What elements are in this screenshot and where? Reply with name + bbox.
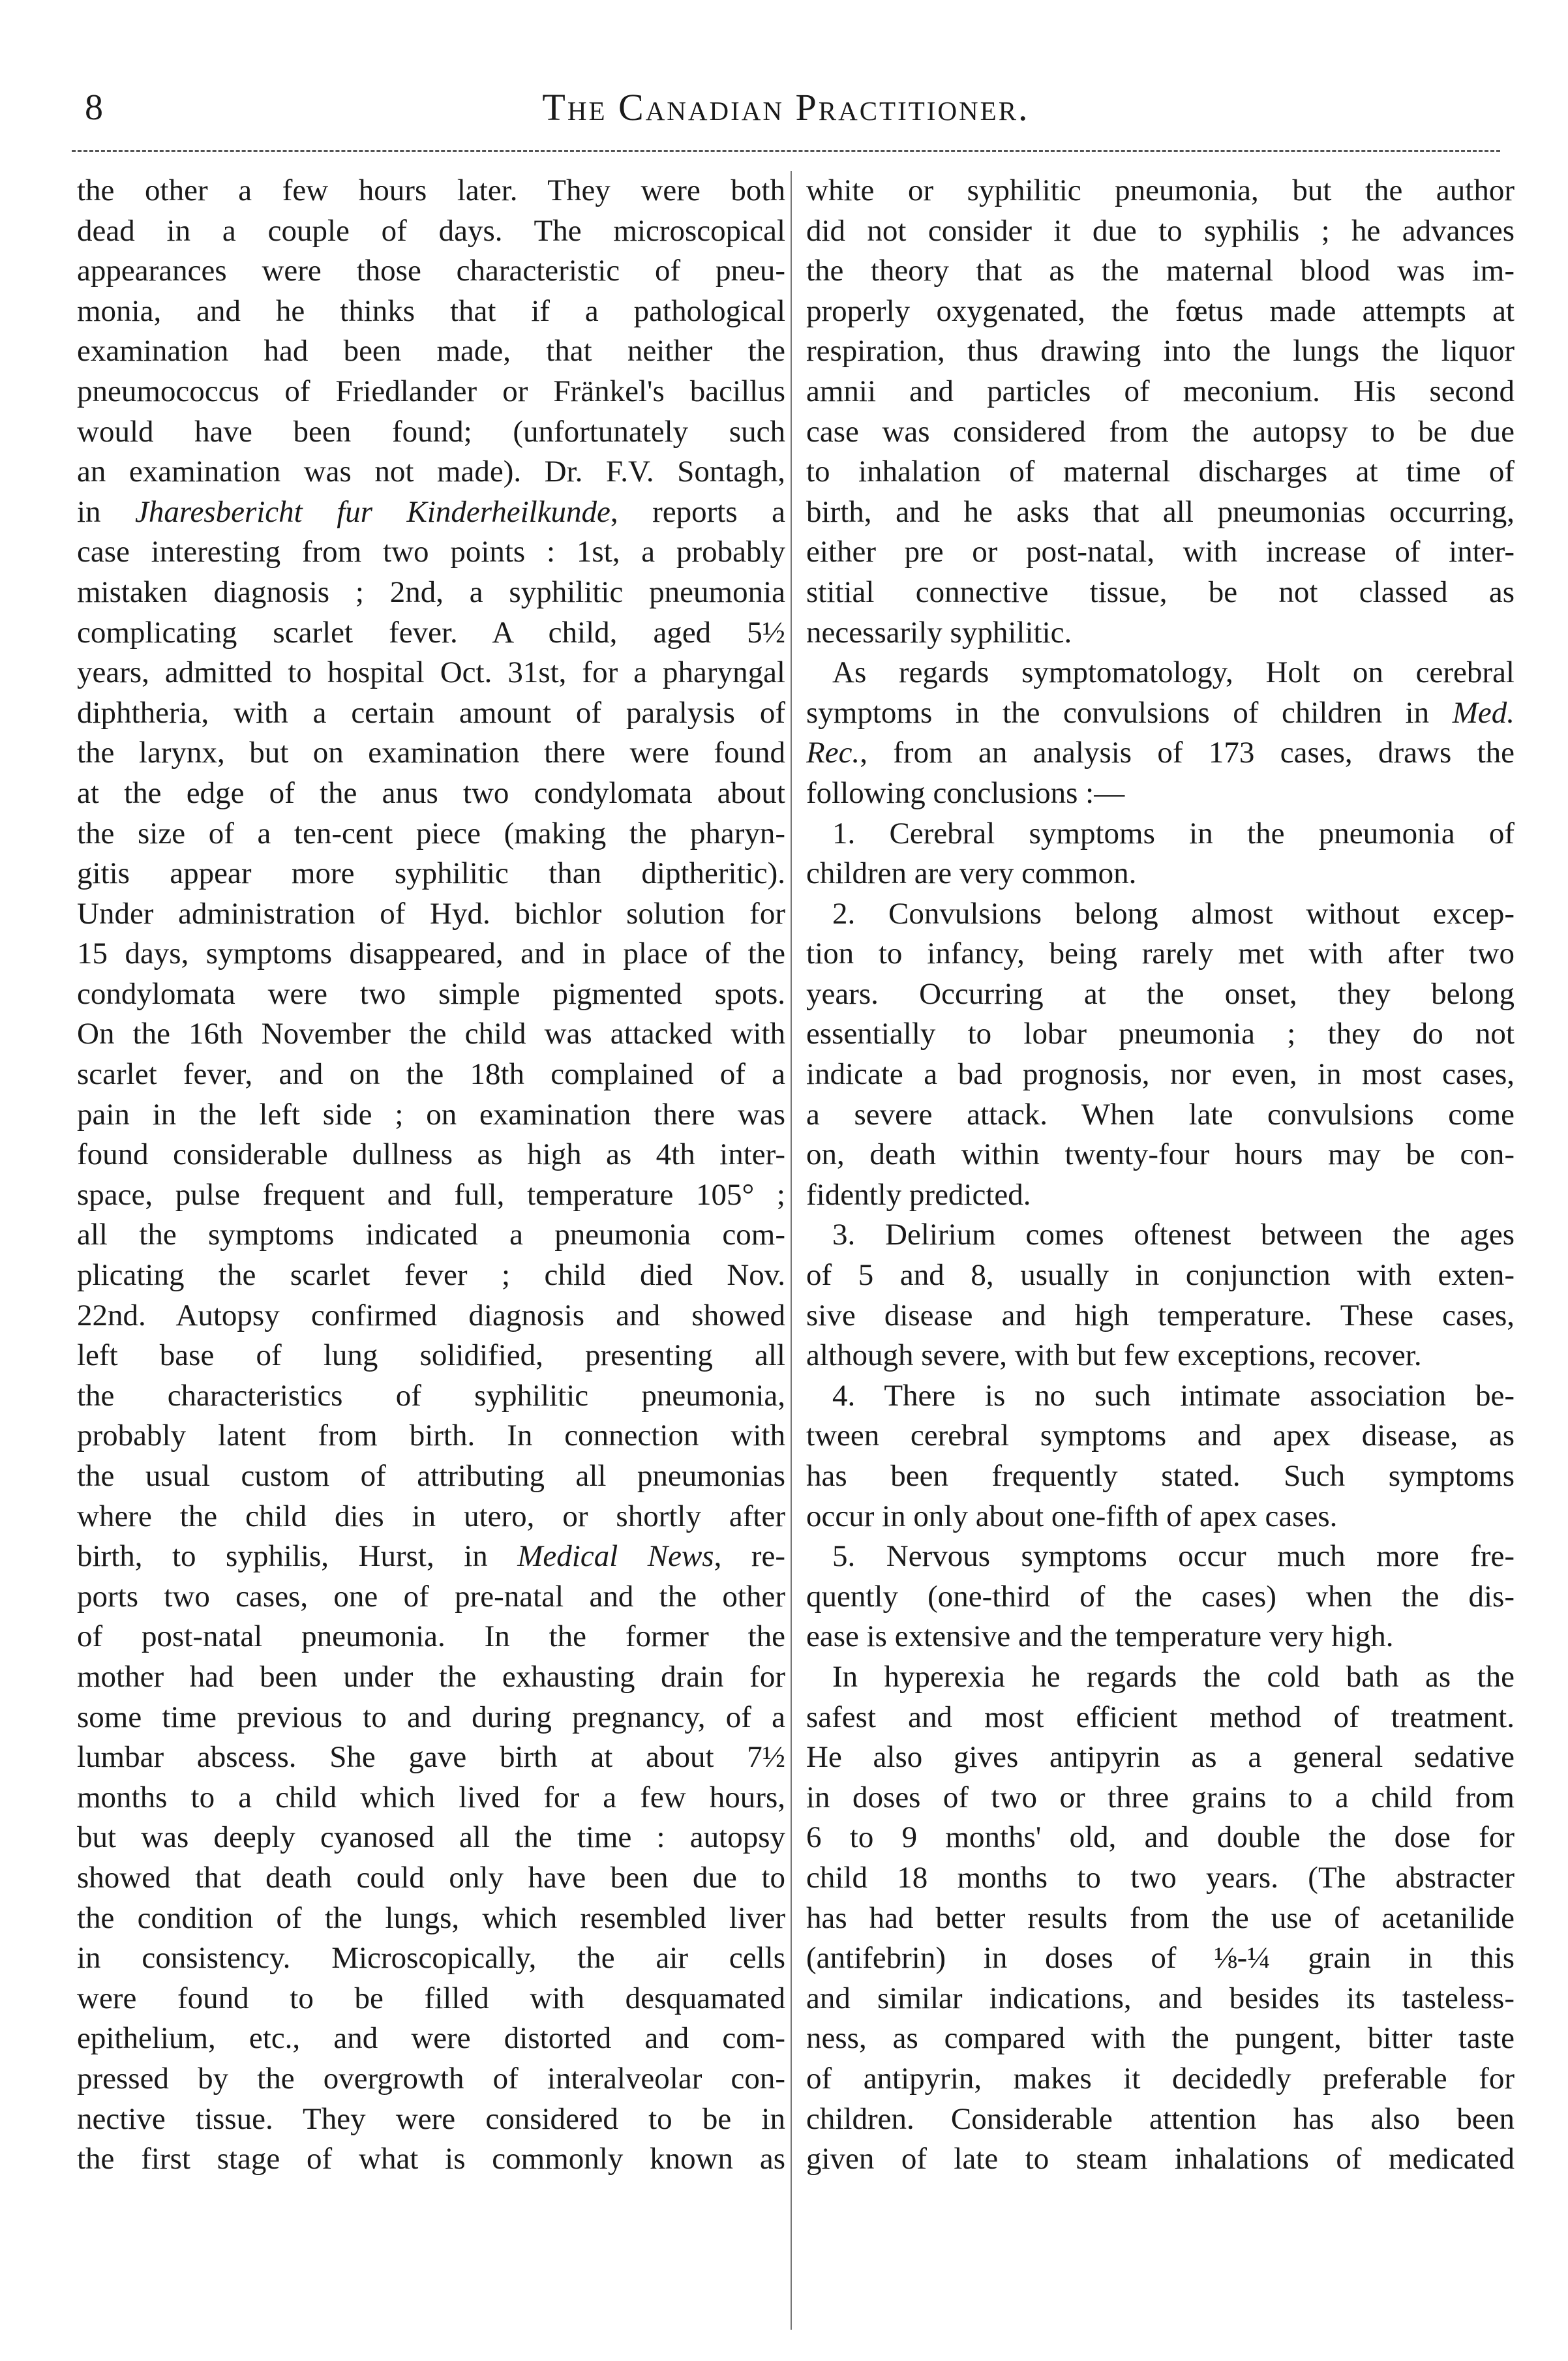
- text-line: [77, 1577, 785, 1617]
- line-text: plicating the scarlet fever ; child died Nov.: [77, 1258, 785, 1293]
- line-text: the condition of the lungs, which resembled liver: [77, 1901, 785, 1935]
- line-text: the theory that as the maternal blood was im-: [806, 254, 1515, 288]
- italic-title: Medical News: [517, 1539, 714, 1574]
- text-line: [77, 372, 785, 412]
- text-line: [77, 1657, 785, 1698]
- italic-title: Jharesbericht fur Kinderheilkunde: [135, 494, 611, 529]
- text-line: [806, 211, 1515, 252]
- text-line: [806, 331, 1515, 372]
- text-line: [77, 1497, 785, 1537]
- line-text: examination had been made, that neither the: [77, 334, 785, 368]
- text-line: [77, 1336, 785, 1376]
- line-text: On the 16th November the child was attacked with: [77, 1017, 785, 1051]
- running-head: [72, 78, 1500, 137]
- text-line: [77, 774, 785, 814]
- line-text: , from an analysis of 173 cases, draws the: [860, 736, 1515, 770]
- text-line: [77, 2139, 785, 2180]
- line-text: in: [77, 494, 136, 529]
- text-line: [806, 693, 1515, 734]
- text-line: [77, 1938, 785, 1979]
- text-line: [806, 292, 1515, 332]
- text-line: [806, 532, 1515, 573]
- text-line: [77, 1014, 785, 1055]
- text-line: [77, 1135, 785, 1175]
- text-line: [77, 1537, 785, 1577]
- text-line: [77, 974, 785, 1015]
- page-number: 8: [85, 87, 103, 128]
- text-line: [77, 2099, 785, 2140]
- text-line: [77, 492, 785, 533]
- text-line: [806, 492, 1515, 533]
- line-text: found considerable dullness as high as 4th inter-: [77, 1137, 785, 1172]
- line-text: case interesting from two points : 1st, a probably: [77, 535, 785, 569]
- text-line: [77, 1698, 785, 1738]
- line-text: pressed by the overgrowth of interalveolar con-: [77, 2061, 785, 2096]
- text-line: [806, 1055, 1515, 1095]
- text-line: [806, 1858, 1515, 1899]
- line-text: , re-: [714, 1539, 785, 1574]
- right-column: [806, 171, 1515, 2180]
- text-line: [806, 1778, 1515, 1818]
- line-text: amnii and particles of meconium. His second: [806, 374, 1515, 408]
- line-text: the size of a ten-cent piece (making the pharyn-: [77, 816, 785, 850]
- line-text: As regards symptomatology, Holt on cerebral: [832, 655, 1515, 690]
- text-line: [806, 1617, 1515, 1657]
- text-line: [806, 171, 1515, 211]
- line-text: of antipyrin, makes it decidedly preferable for: [806, 2061, 1515, 2096]
- left-column: [77, 171, 785, 2180]
- text-line: [806, 1497, 1515, 1537]
- text-line: [806, 2139, 1515, 2180]
- text-line: [806, 1657, 1515, 1698]
- text-line: [77, 934, 785, 974]
- line-text: lumbar abscess. She gave birth at about 7½: [77, 1740, 785, 1775]
- text-line: [806, 1095, 1515, 1135]
- text-line: [806, 1899, 1515, 1939]
- text-line: [77, 814, 785, 854]
- text-line: [806, 934, 1515, 974]
- text-line: [77, 1899, 785, 1939]
- text-line: [806, 854, 1515, 894]
- text-line: [77, 1456, 785, 1497]
- text-line: [806, 1296, 1515, 1336]
- line-text: the usual custom of attributing all pneumonias: [77, 1459, 785, 1493]
- line-text: in doses of two or three grains to a child from: [806, 1780, 1515, 1814]
- text-line: [806, 733, 1515, 774]
- text-line: [77, 1215, 785, 1256]
- text-line: [77, 854, 785, 894]
- line-text: stitial connective tissue, be not classed as: [806, 575, 1515, 609]
- line-text: at the edge of the anus two condylomata about: [77, 775, 785, 810]
- line-text: gitis appear more syphilitic than diptheritic).: [77, 856, 785, 891]
- line-text: pain in the left side ; on examination there was: [77, 1097, 785, 1132]
- line-text: properly oxygenated, the fœtus made attempts at: [806, 293, 1515, 328]
- text-line: [77, 532, 785, 573]
- line-text: left base of lung solidified, presenting all: [77, 1338, 785, 1373]
- text-line: [806, 814, 1515, 854]
- line-text: the first stage of what is commonly known as: [77, 2142, 785, 2176]
- line-text: on, death within twenty-four hours may be con-: [806, 1137, 1515, 1172]
- line-text: ness, as compared with the pungent, bitter taste: [806, 2021, 1515, 2056]
- text-line: [806, 1416, 1515, 1456]
- line-text: white or syphilitic pneumonia, but the author: [806, 173, 1515, 207]
- text-line: [806, 1256, 1515, 1296]
- text-line: [806, 1135, 1515, 1175]
- line-text: condylomata were two simple pigmented spots.: [77, 976, 785, 1011]
- line-text: nective tissue. They were considered to be in: [77, 2101, 785, 2136]
- line-text: of 5 and 8, usually in conjunction with exten-: [806, 1258, 1515, 1293]
- line-text: pneumococcus of Friedlander or Fränkel's bacillus: [77, 374, 785, 408]
- text-line: [77, 292, 785, 332]
- line-text: to inhalation of maternal discharges at time of: [806, 455, 1515, 489]
- line-text: appearances were those characteristic of pneu-: [77, 254, 785, 288]
- line-text: In hyperexia he regards the cold bath as the: [832, 1659, 1515, 1694]
- line-text: quently (one-third of the cases) when the dis-: [806, 1579, 1515, 1614]
- line-text: children. Considerable attention has also been: [806, 2101, 1515, 2136]
- text-line: [77, 1296, 785, 1336]
- line-text: monia, and he thinks that if a pathological: [77, 293, 785, 328]
- line-text: sive disease and high temperature. These cases,: [806, 1298, 1515, 1332]
- text-line: [77, 2019, 785, 2059]
- line-text: all the symptoms indicated a pneumonia com-: [77, 1218, 785, 1252]
- text-line: [806, 1376, 1515, 1417]
- text-line: [806, 1456, 1515, 1497]
- line-text: were found to be filled with desquamated: [77, 1981, 785, 2015]
- text-line: [77, 1416, 785, 1456]
- line-text: birth, to syphilis, Hurst, in: [77, 1539, 518, 1574]
- line-text: symptoms in the convulsions of children in: [806, 695, 1453, 730]
- text-line: [806, 974, 1515, 1015]
- line-text: space, pulse frequent and full, temperature 105° ;: [77, 1177, 785, 1212]
- text-line: [77, 693, 785, 734]
- line-text: did not consider it due to syphilis ; he advances: [806, 213, 1515, 248]
- text-line: [77, 1737, 785, 1778]
- text-line: [77, 251, 785, 292]
- text-line: [77, 894, 785, 935]
- line-text: either pre or post-natal, with increase of inter-: [806, 535, 1515, 569]
- line-text: essentially to lobar pneumonia ; they do not: [806, 1017, 1515, 1051]
- line-text: 15 days, symptoms disappeared, and in place of the: [77, 937, 785, 971]
- line-text: Under administration of Hyd. bichlor solution for: [77, 896, 785, 931]
- line-text: the other a few hours later. They were both: [77, 173, 785, 207]
- line-text: 3. Delirium comes oftenest between the ages: [832, 1218, 1515, 1252]
- line-text: the characteristics of syphilitic pneumonia,: [77, 1378, 785, 1413]
- text-line: [77, 171, 785, 211]
- text-line: [806, 2099, 1515, 2140]
- line-text: birth, and he asks that all pneumonias occurring,: [806, 494, 1515, 529]
- line-text: diphtheria, with a certain amount of paralysis of: [77, 695, 785, 730]
- text-line: [806, 1336, 1515, 1376]
- text-line: [806, 573, 1515, 613]
- line-text: 4. There is no such intimate association be-: [832, 1378, 1515, 1413]
- text-line: [806, 613, 1515, 654]
- text-line: [806, 412, 1515, 453]
- text-line: [77, 331, 785, 372]
- line-text: scarlet fever, and on the 18th complained of a: [77, 1057, 785, 1092]
- text-line: [806, 1938, 1515, 1979]
- text-line: [77, 653, 785, 693]
- line-text: safest and most efficient method of treatment.: [806, 1700, 1515, 1734]
- text-line: [77, 412, 785, 453]
- line-text: 6 to 9 months' old, and double the dose for: [806, 1820, 1515, 1855]
- header-rule: [72, 150, 1500, 152]
- text-line: [77, 1055, 785, 1095]
- line-text: years, admitted to hospital Oct. 31st, for a pharyngal: [77, 655, 785, 690]
- line-text: 1. Cerebral symptoms in the pneumonia of: [832, 816, 1515, 850]
- line-text: 2. Convulsions belong almost without excep-: [832, 896, 1515, 931]
- text-line: [806, 894, 1515, 935]
- text-line: [806, 774, 1515, 814]
- line-text: occur in only about one-fifth of apex cases.: [806, 1499, 1338, 1533]
- line-text: a severe attack. When late convulsions come: [806, 1097, 1515, 1132]
- journal-title: The Canadian Practitioner.: [542, 86, 1030, 128]
- text-line: [77, 1858, 785, 1899]
- text-line: [806, 1175, 1515, 1216]
- line-text: has had better results from the use of acetanilide: [806, 1901, 1515, 1935]
- line-text: complicating scarlet fever. A child, aged 5½: [77, 615, 785, 650]
- text-line: [806, 1537, 1515, 1577]
- line-text: some time previous to and during pregnancy, of a: [77, 1700, 785, 1734]
- line-text: (antifebrin) in doses of ⅛-¼ grain in this: [806, 1941, 1515, 1976]
- text-line: [806, 452, 1515, 492]
- line-text: indicate a bad prognosis, nor even, in most cases,: [806, 1057, 1515, 1092]
- text-line: [806, 1577, 1515, 1617]
- line-text: would have been found; (unfortunately such: [77, 414, 785, 449]
- line-text: ports two cases, one of pre-natal and the other: [77, 1579, 785, 1614]
- line-text: ease is extensive and the temperature very high.: [806, 1619, 1394, 1654]
- line-text: has been frequently stated. Such symptoms: [806, 1459, 1515, 1493]
- line-text: He also gives antipyrin as a general sedative: [806, 1740, 1515, 1775]
- line-text: the larynx, but on examination there were found: [77, 736, 785, 770]
- text-line: [806, 2059, 1515, 2099]
- line-text: following conclusions :—: [806, 775, 1125, 810]
- text-line: [77, 1778, 785, 1818]
- text-line: [77, 1256, 785, 1296]
- italic-title: Med.: [1452, 695, 1515, 730]
- line-text: mistaken diagnosis ; 2nd, a syphilitic pneumonia: [77, 575, 785, 609]
- line-text: fidently predicted.: [806, 1177, 1031, 1212]
- text-line: [77, 1095, 785, 1135]
- text-line: [806, 1215, 1515, 1256]
- line-text: of post-natal pneumonia. In the former the: [77, 1619, 785, 1654]
- text-line: [77, 2059, 785, 2099]
- line-text: tween cerebral symptoms and apex disease, as: [806, 1419, 1515, 1453]
- text-line: [77, 1175, 785, 1216]
- text-line: [77, 1376, 785, 1417]
- line-text: children are very common.: [806, 856, 1137, 891]
- text-line: [806, 251, 1515, 292]
- line-text: necessarily syphilitic.: [806, 615, 1072, 650]
- text-line: [77, 1979, 785, 2019]
- text-line: [77, 733, 785, 774]
- text-line: [77, 1818, 785, 1858]
- text-line: [806, 653, 1515, 693]
- text-line: [77, 211, 785, 252]
- line-text: and similar indications, and besides its tasteless-: [806, 1981, 1515, 2015]
- line-text: given of late to steam inhalations of medicated: [806, 2142, 1515, 2176]
- line-text: months to a child which lived for a few hours,: [77, 1780, 785, 1814]
- text-line: [806, 1698, 1515, 1738]
- line-text: in consistency. Microscopically, the air cells: [77, 1941, 785, 1976]
- line-text: 22nd. Autopsy confirmed diagnosis and showed: [77, 1298, 785, 1332]
- line-text: but was deeply cyanosed all the time : autopsy: [77, 1820, 785, 1855]
- line-text: 5. Nervous symptoms occur much more fre-: [832, 1539, 1515, 1574]
- text-line: [77, 452, 785, 492]
- line-text: mother had been under the exhausting drain for: [77, 1659, 785, 1694]
- line-text: where the child dies in utero, or shortly after: [77, 1499, 785, 1533]
- text-line: [806, 1737, 1515, 1778]
- line-text: dead in a couple of days. The microscopical: [77, 213, 785, 248]
- line-text: tion to infancy, being rarely met with after two: [806, 937, 1515, 971]
- line-text: case was considered from the autopsy to be due: [806, 414, 1515, 449]
- text-line: [77, 1617, 785, 1657]
- text-line: [806, 372, 1515, 412]
- text-line: [77, 573, 785, 613]
- text-line: [806, 2019, 1515, 2059]
- text-line: [806, 1014, 1515, 1055]
- column-divider: [791, 171, 792, 2330]
- line-text: an examination was not made). Dr. F.V. Sontagh,: [77, 455, 785, 489]
- text-line: [77, 613, 785, 654]
- italic-title: Rec.: [806, 736, 860, 770]
- text-line: [806, 1818, 1515, 1858]
- line-text: although severe, with but few exceptions, recover.: [806, 1338, 1422, 1373]
- line-text: child 18 months to two years. (The abstracter: [806, 1860, 1515, 1895]
- line-text: showed that death could only have been due to: [77, 1860, 785, 1895]
- line-text: probably latent from birth. In connection with: [77, 1419, 785, 1453]
- line-text: , reports a: [610, 494, 785, 529]
- line-text: epithelium, etc., and were distorted and com-: [77, 2021, 785, 2056]
- line-text: years. Occurring at the onset, they belong: [806, 976, 1515, 1011]
- line-text: respiration, thus drawing into the lungs the liquor: [806, 334, 1515, 368]
- text-line: [806, 1979, 1515, 2019]
